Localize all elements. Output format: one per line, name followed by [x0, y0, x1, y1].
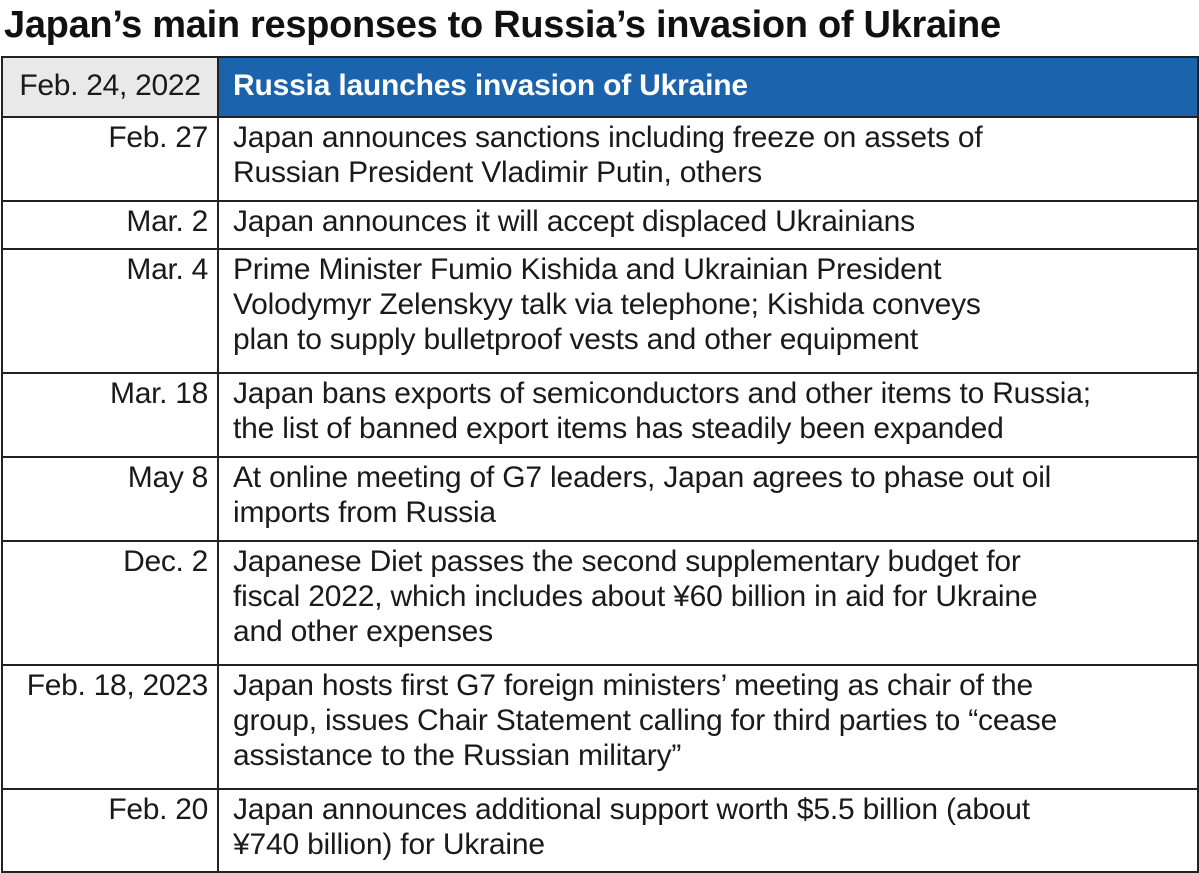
timeline-date: Dec. 2	[2, 541, 218, 665]
timeline-date: Feb. 18, 2023	[2, 665, 218, 789]
timeline-row	[2, 665, 1198, 789]
timeline-row	[2, 457, 1198, 541]
timeline-event: Japan hosts first G7 foreign ministers’ meeting as chair of the group, issues Chair Statement calling for third parties to “cease assistance to the Russian military”	[218, 665, 1198, 789]
timeline-date: May 8	[2, 457, 218, 541]
timeline-date: Feb. 20	[2, 789, 218, 872]
timeline-row	[2, 201, 1198, 249]
timeline-date: Mar. 4	[2, 249, 218, 373]
timeline-row	[2, 117, 1198, 201]
timeline-event: At online meeting of G7 leaders, Japan agrees to phase out oil imports from Russia	[218, 457, 1198, 541]
timeline-date: Feb. 24, 2022	[2, 57, 218, 117]
timeline-event: Russia launches invasion of Ukraine	[218, 57, 1198, 117]
timeline-event: Japanese Diet passes the second supplementary budget for fiscal 2022, which includes about ¥60 billion in aid for Ukraine and other expenses	[218, 541, 1198, 665]
timeline-date: Feb. 27	[2, 117, 218, 201]
page-title: Japan’s main responses to Russia’s invasion of Ukraine	[4, 4, 1001, 46]
timeline-row	[2, 249, 1198, 373]
timeline-event: Japan announces it will accept displaced Ukrainians	[218, 201, 1198, 249]
timeline-row-headline	[2, 57, 1198, 117]
timeline-row	[2, 789, 1198, 872]
timeline-event: Japan announces sanctions including freeze on assets of Russian President Vladimir Putin, others	[218, 117, 1198, 201]
timeline-table	[1, 56, 1199, 873]
timeline-row	[2, 373, 1198, 457]
timeline-event: Japan bans exports of semiconductors and other items to Russia; the list of banned export items has steadily been expanded	[218, 373, 1198, 457]
timeline-event: Japan announces additional support worth $5.5 billion (about ¥740 billion) for Ukraine	[218, 789, 1198, 872]
timeline-row	[2, 541, 1198, 665]
timeline-event: Prime Minister Fumio Kishida and Ukrainian President Volodymyr Zelenskyy talk via telephone; Kishida conveys plan to supply bulletproof vests and other equipment	[218, 249, 1198, 373]
timeline-date: Mar. 2	[2, 201, 218, 249]
timeline-date: Mar. 18	[2, 373, 218, 457]
